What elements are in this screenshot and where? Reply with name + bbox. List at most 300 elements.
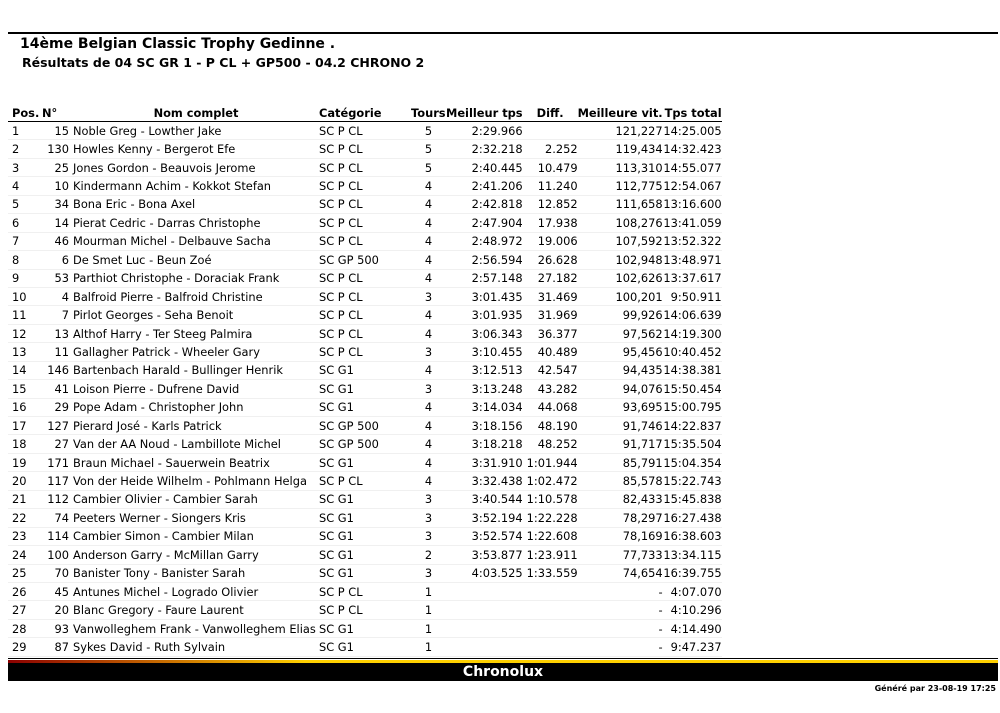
total-time-cell: 4:14.490: [663, 619, 722, 637]
pos-cell: 29: [8, 638, 42, 656]
table-row: [8, 453, 722, 471]
category-cell: SC P CL: [319, 232, 411, 250]
table-row: [8, 214, 722, 232]
category-cell: SC P CL: [319, 158, 411, 176]
laps-cell: 5: [411, 158, 446, 176]
best-speed-cell: 111,658: [578, 195, 663, 213]
name-cell: Jones Gordon - Beauvois Jerome: [69, 158, 319, 176]
pos-cell: 10: [8, 287, 42, 305]
diff-cell: 42.547: [523, 361, 578, 379]
results-body: [8, 122, 722, 657]
laps-cell: 4: [411, 195, 446, 213]
category-cell: SC G1: [319, 564, 411, 582]
name-cell: Parthiot Christophe - Doraciak Frank: [69, 269, 319, 287]
category-cell: SC G1: [319, 509, 411, 527]
name-cell: Loison Pierre - Dufrene David: [69, 380, 319, 398]
number-cell: 4: [42, 287, 69, 305]
total-time-cell: 16:27.438: [663, 509, 722, 527]
diff-cell: [523, 122, 578, 140]
column-header-best-time: Meilleur tps: [446, 105, 523, 120]
table-row: [8, 251, 722, 269]
best-speed-cell: 93,695: [578, 398, 663, 416]
table-row: [8, 564, 722, 582]
number-cell: 70: [42, 564, 69, 582]
table-row: [8, 269, 722, 287]
total-time-cell: 15:45.838: [663, 490, 722, 508]
category-cell: SC P CL: [319, 287, 411, 305]
page-title: 14ème Belgian Classic Trophy Gedinne .: [20, 36, 336, 52]
diff-cell: [523, 582, 578, 600]
best-speed-cell: 95,456: [578, 343, 663, 361]
diff-cell: 1:22.608: [523, 527, 578, 545]
name-cell: Noble Greg - Lowther Jake: [69, 122, 319, 140]
diff-cell: 12.852: [523, 195, 578, 213]
category-cell: SC P CL: [319, 140, 411, 158]
table-row: [8, 417, 722, 435]
best-time-cell: 3:01.935: [446, 306, 523, 324]
table-row: [8, 177, 722, 195]
diff-cell: 31.469: [523, 287, 578, 305]
best-speed-cell: 112,775: [578, 177, 663, 195]
number-cell: 20: [42, 601, 69, 619]
number-cell: 117: [42, 472, 69, 490]
best-time-cell: 2:42.818: [446, 195, 523, 213]
diff-cell: [523, 601, 578, 619]
best-speed-cell: -: [578, 619, 663, 637]
name-cell: Kindermann Achim - Kokkot Stefan: [69, 177, 319, 195]
table-row: [8, 380, 722, 398]
pos-cell: 4: [8, 177, 42, 195]
table-row: [8, 546, 722, 564]
laps-cell: 3: [411, 343, 446, 361]
best-speed-cell: 94,076: [578, 380, 663, 398]
name-cell: De Smet Luc - Beun Zoé: [69, 251, 319, 269]
laps-cell: 4: [411, 177, 446, 195]
number-cell: 11: [42, 343, 69, 361]
number-cell: 15: [42, 122, 69, 140]
best-time-cell: 3:14.034: [446, 398, 523, 416]
table-header-row: [8, 104, 722, 122]
diff-cell: 10.479: [523, 158, 578, 176]
best-time-cell: 3:31.910: [446, 453, 523, 471]
category-cell: SC P CL: [319, 214, 411, 232]
category-cell: SC G1: [319, 453, 411, 471]
best-speed-cell: 78,297: [578, 509, 663, 527]
table-row: [8, 306, 722, 324]
table-row: [8, 509, 722, 527]
diff-cell: 26.628: [523, 251, 578, 269]
name-cell: Von der Heide Wilhelm - Pohlmann Helga: [69, 472, 319, 490]
pos-cell: 28: [8, 619, 42, 637]
name-cell: Balfroid Pierre - Balfroid Christine: [69, 287, 319, 305]
name-cell: Bartenbach Harald - Bullinger Henrik: [69, 361, 319, 379]
total-time-cell: 14:22.837: [663, 417, 722, 435]
total-time-cell: 16:38.603: [663, 527, 722, 545]
diff-cell: 19.006: [523, 232, 578, 250]
best-time-cell: 3:40.544: [446, 490, 523, 508]
laps-cell: 5: [411, 122, 446, 140]
laps-cell: 4: [411, 251, 446, 269]
name-cell: Banister Tony - Banister Sarah: [69, 564, 319, 582]
name-cell: Peeters Werner - Siongers Kris: [69, 509, 319, 527]
best-speed-cell: 94,435: [578, 361, 663, 379]
category-cell: SC G1: [319, 527, 411, 545]
footer-brand: Chronolux: [8, 663, 998, 681]
diff-cell: [523, 638, 578, 656]
pos-cell: 13: [8, 343, 42, 361]
table-row: [8, 122, 722, 140]
footer-rule: [8, 658, 998, 659]
pos-cell: 18: [8, 435, 42, 453]
total-time-cell: 14:55.077: [663, 158, 722, 176]
diff-cell: 36.377: [523, 324, 578, 342]
name-cell: Cambier Simon - Cambier Milan: [69, 527, 319, 545]
laps-cell: 4: [411, 324, 446, 342]
diff-cell: 2.252: [523, 140, 578, 158]
page-subtitle: Résultats de 04 SC GR 1 - P CL + GP500 - 04.2 CHRONO 2: [22, 55, 425, 70]
category-cell: SC G1: [319, 361, 411, 379]
number-cell: 74: [42, 509, 69, 527]
pos-cell: 7: [8, 232, 42, 250]
best-time-cell: 3:52.574: [446, 527, 523, 545]
table-row: [8, 140, 722, 158]
table-row: [8, 287, 722, 305]
category-cell: SC P CL: [319, 122, 411, 140]
total-time-cell: 9:50.911: [663, 287, 722, 305]
table-row: [8, 195, 722, 213]
pos-cell: 23: [8, 527, 42, 545]
number-cell: 114: [42, 527, 69, 545]
diff-cell: 17.938: [523, 214, 578, 232]
number-cell: 112: [42, 490, 69, 508]
diff-cell: 11.240: [523, 177, 578, 195]
pos-cell: 14: [8, 361, 42, 379]
number-cell: 25: [42, 158, 69, 176]
best-time-cell: [446, 601, 523, 619]
pos-cell: 16: [8, 398, 42, 416]
best-speed-cell: 91,717: [578, 435, 663, 453]
name-cell: Anderson Garry - McMillan Garry: [69, 546, 319, 564]
laps-cell: 4: [411, 453, 446, 471]
best-speed-cell: 119,434: [578, 140, 663, 158]
name-cell: Pope Adam - Christopher John: [69, 398, 319, 416]
number-cell: 87: [42, 638, 69, 656]
table-row: [8, 582, 722, 600]
best-speed-cell: 77,733: [578, 546, 663, 564]
diff-cell: 40.489: [523, 343, 578, 361]
number-cell: 10: [42, 177, 69, 195]
number-cell: 130: [42, 140, 69, 158]
table-row: [8, 527, 722, 545]
best-speed-cell: 74,654: [578, 564, 663, 582]
name-cell: Antunes Michel - Logrado Olivier: [69, 582, 319, 600]
number-cell: 41: [42, 380, 69, 398]
best-speed-cell: 113,310: [578, 158, 663, 176]
category-cell: SC G1: [319, 638, 411, 656]
pos-cell: 15: [8, 380, 42, 398]
best-speed-cell: 85,791: [578, 453, 663, 471]
number-cell: 34: [42, 195, 69, 213]
laps-cell: 5: [411, 140, 446, 158]
column-header-pos: Pos.: [8, 104, 42, 122]
pos-cell: 20: [8, 472, 42, 490]
laps-cell: 4: [411, 398, 446, 416]
table-row: [8, 324, 722, 342]
diff-cell: 1:33.559: [523, 564, 578, 582]
column-header-number: N°: [42, 104, 69, 122]
name-cell: Braun Michael - Sauerwein Beatrix: [69, 453, 319, 471]
best-time-cell: 2:29.966: [446, 122, 523, 140]
name-cell: Cambier Olivier - Cambier Sarah: [69, 490, 319, 508]
pos-cell: 1: [8, 122, 42, 140]
table-row: [8, 490, 722, 508]
pos-cell: 6: [8, 214, 42, 232]
best-speed-cell: -: [578, 582, 663, 600]
name-cell: Van der AA Noud - Lambillote Michel: [69, 435, 319, 453]
best-time-cell: 2:41.206: [446, 177, 523, 195]
total-time-cell: 14:38.381: [663, 361, 722, 379]
total-time-cell: 13:52.322: [663, 232, 722, 250]
total-time-cell: 14:19.300: [663, 324, 722, 342]
best-speed-cell: 102,626: [578, 269, 663, 287]
best-speed-cell: 107,592: [578, 232, 663, 250]
number-cell: 14: [42, 214, 69, 232]
table-row: [8, 619, 722, 637]
laps-cell: 4: [411, 306, 446, 324]
diff-cell: 27.182: [523, 269, 578, 287]
laps-cell: 4: [411, 472, 446, 490]
pos-cell: 5: [8, 195, 42, 213]
best-speed-cell: 99,926: [578, 306, 663, 324]
name-cell: Pirlot Georges - Seha Benoit: [69, 306, 319, 324]
name-cell: Sykes David - Ruth Sylvain: [69, 638, 319, 656]
number-cell: 13: [42, 324, 69, 342]
category-cell: SC P CL: [319, 601, 411, 619]
best-time-cell: 3:13.248: [446, 380, 523, 398]
total-time-cell: 13:41.059: [663, 214, 722, 232]
best-time-cell: 2:47.904: [446, 214, 523, 232]
laps-cell: 1: [411, 619, 446, 637]
number-cell: 46: [42, 232, 69, 250]
diff-cell: 1:10.578: [523, 490, 578, 508]
category-cell: SC P CL: [319, 324, 411, 342]
name-cell: Althof Harry - Ter Steeg Palmira: [69, 324, 319, 342]
laps-cell: 1: [411, 601, 446, 619]
pos-cell: 26: [8, 582, 42, 600]
laps-cell: 2: [411, 546, 446, 564]
best-time-cell: 3:53.877: [446, 546, 523, 564]
best-time-cell: 3:12.513: [446, 361, 523, 379]
best-time-cell: [446, 638, 523, 656]
laps-cell: 3: [411, 564, 446, 582]
table-row: [8, 361, 722, 379]
diff-cell: [523, 619, 578, 637]
best-speed-cell: 85,578: [578, 472, 663, 490]
pos-cell: 2: [8, 140, 42, 158]
number-cell: 171: [42, 453, 69, 471]
total-time-cell: 15:22.743: [663, 472, 722, 490]
best-time-cell: 3:01.435: [446, 287, 523, 305]
best-time-cell: 3:52.194: [446, 509, 523, 527]
best-speed-cell: 78,169: [578, 527, 663, 545]
table-row: [8, 601, 722, 619]
laps-cell: 4: [411, 269, 446, 287]
laps-cell: 4: [411, 417, 446, 435]
table-row: [8, 232, 722, 250]
number-cell: 100: [42, 546, 69, 564]
pos-cell: 8: [8, 251, 42, 269]
pos-cell: 19: [8, 453, 42, 471]
best-speed-cell: -: [578, 638, 663, 656]
total-time-cell: 4:07.070: [663, 582, 722, 600]
column-header-best-speed: Meilleure vit.: [577, 105, 663, 120]
total-time-cell: 13:48.971: [663, 251, 722, 269]
best-time-cell: 2:48.972: [446, 232, 523, 250]
column-header-laps: Tours: [411, 105, 446, 120]
category-cell: SC P CL: [319, 306, 411, 324]
number-cell: 53: [42, 269, 69, 287]
number-cell: 45: [42, 582, 69, 600]
category-cell: SC P CL: [319, 582, 411, 600]
total-time-cell: 4:10.296: [663, 601, 722, 619]
total-time-cell: 10:40.452: [663, 343, 722, 361]
total-time-cell: 12:54.067: [663, 177, 722, 195]
pos-cell: 21: [8, 490, 42, 508]
laps-cell: 4: [411, 361, 446, 379]
diff-cell: 1:22.228: [523, 509, 578, 527]
pos-cell: 17: [8, 417, 42, 435]
total-time-cell: 13:16.600: [663, 195, 722, 213]
diff-cell: 48.190: [523, 417, 578, 435]
total-time-cell: 14:25.005: [663, 122, 722, 140]
number-cell: 127: [42, 417, 69, 435]
pos-cell: 22: [8, 509, 42, 527]
name-cell: Blanc Gregory - Faure Laurent: [69, 601, 319, 619]
best-time-cell: 4:03.525: [446, 564, 523, 582]
category-cell: SC GP 500: [319, 417, 411, 435]
diff-cell: 48.252: [523, 435, 578, 453]
best-speed-cell: 91,746: [578, 417, 663, 435]
diff-cell: 44.068: [523, 398, 578, 416]
category-cell: SC G1: [319, 398, 411, 416]
diff-cell: 1:23.911: [523, 546, 578, 564]
best-time-cell: 3:10.455: [446, 343, 523, 361]
category-cell: SC G1: [319, 619, 411, 637]
number-cell: 146: [42, 361, 69, 379]
name-cell: Howles Kenny - Bergerot Efe: [69, 140, 319, 158]
number-cell: 7: [42, 306, 69, 324]
laps-cell: 1: [411, 582, 446, 600]
category-cell: SC GP 500: [319, 435, 411, 453]
best-speed-cell: 121,227: [578, 122, 663, 140]
laps-cell: 3: [411, 527, 446, 545]
diff-cell: 1:02.472: [523, 472, 578, 490]
name-cell: Bona Eric - Bona Axel: [69, 195, 319, 213]
name-cell: Pierat Cedric - Darras Christophe: [69, 214, 319, 232]
category-cell: SC P CL: [319, 177, 411, 195]
best-speed-cell: 100,201: [578, 287, 663, 305]
best-time-cell: 2:56.594: [446, 251, 523, 269]
category-cell: SC G1: [319, 380, 411, 398]
name-cell: Vanwolleghem Frank - Vanwolleghem Elias: [69, 619, 319, 637]
best-time-cell: 3:18.218: [446, 435, 523, 453]
category-cell: SC GP 500: [319, 251, 411, 269]
total-time-cell: 15:04.354: [663, 453, 722, 471]
best-time-cell: [446, 582, 523, 600]
category-cell: SC P CL: [319, 472, 411, 490]
laps-cell: 1: [411, 638, 446, 656]
number-cell: 6: [42, 251, 69, 269]
pos-cell: 11: [8, 306, 42, 324]
generated-timestamp: Généré par 23-08-19 17:25: [874, 684, 996, 693]
pos-cell: 3: [8, 158, 42, 176]
best-speed-cell: 108,276: [578, 214, 663, 232]
header-rule: [8, 32, 998, 34]
total-time-cell: 14:06.639: [663, 306, 722, 324]
name-cell: Pierard José - Karls Patrick: [69, 417, 319, 435]
total-time-cell: 15:00.795: [663, 398, 722, 416]
table-row: [8, 638, 722, 656]
table-row: [8, 343, 722, 361]
column-header-category: Catégorie: [319, 104, 411, 122]
total-time-cell: 15:35.504: [663, 435, 722, 453]
pos-cell: 24: [8, 546, 42, 564]
laps-cell: 3: [411, 380, 446, 398]
best-time-cell: 2:57.148: [446, 269, 523, 287]
table-row: [8, 398, 722, 416]
category-cell: SC P CL: [319, 343, 411, 361]
diff-cell: 31.969: [523, 306, 578, 324]
best-time-cell: [446, 619, 523, 637]
column-header-name: Nom complet: [69, 104, 319, 122]
column-header-diff: Diff.: [523, 104, 578, 122]
pos-cell: 9: [8, 269, 42, 287]
number-cell: 93: [42, 619, 69, 637]
category-cell: SC P CL: [319, 269, 411, 287]
laps-cell: 3: [411, 509, 446, 527]
category-cell: SC G1: [319, 490, 411, 508]
total-time-cell: 16:39.755: [663, 564, 722, 582]
total-time-cell: 14:32.423: [663, 140, 722, 158]
diff-cell: 1:01.944: [523, 453, 578, 471]
name-cell: Gallagher Patrick - Wheeler Gary: [69, 343, 319, 361]
pos-cell: 25: [8, 564, 42, 582]
total-time-cell: 9:47.237: [663, 638, 722, 656]
best-time-cell: 3:32.438: [446, 472, 523, 490]
diff-cell: 43.282: [523, 380, 578, 398]
laps-cell: 3: [411, 287, 446, 305]
best-speed-cell: 97,562: [578, 324, 663, 342]
best-time-cell: 2:40.445: [446, 158, 523, 176]
best-speed-cell: 102,948: [578, 251, 663, 269]
name-cell: Mourman Michel - Delbauve Sacha: [69, 232, 319, 250]
column-header-total-time: Tps total: [663, 104, 722, 122]
laps-cell: 4: [411, 435, 446, 453]
total-time-cell: 15:50.454: [663, 380, 722, 398]
table-row: [8, 435, 722, 453]
best-time-cell: 2:32.218: [446, 140, 523, 158]
table-row: [8, 158, 722, 176]
number-cell: 29: [42, 398, 69, 416]
laps-cell: 4: [411, 232, 446, 250]
table-row: [8, 472, 722, 490]
best-time-cell: 3:18.156: [446, 417, 523, 435]
pos-cell: 27: [8, 601, 42, 619]
pos-cell: 12: [8, 324, 42, 342]
total-time-cell: 13:37.617: [663, 269, 722, 287]
laps-cell: 3: [411, 490, 446, 508]
total-time-cell: 13:34.115: [663, 546, 722, 564]
